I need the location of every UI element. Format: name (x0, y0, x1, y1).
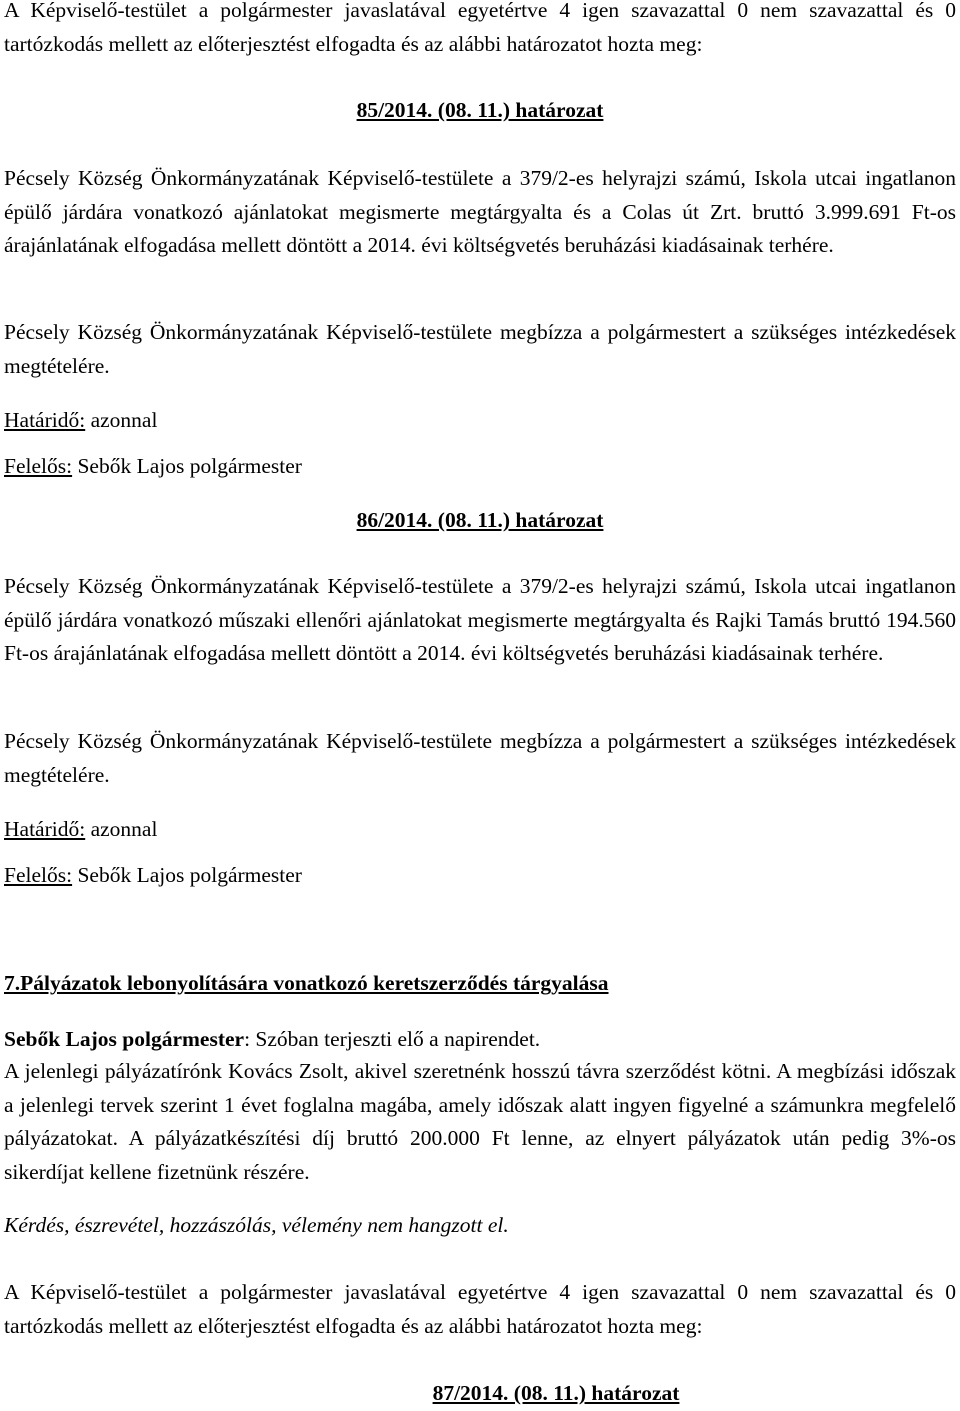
resolution-85-title (4, 94, 956, 128)
section-7-no-comment: Kérdés, észrevétel, hozzászólás, vélemény nem hangzott el. (4, 1213, 509, 1237)
resolution-86-mandate: Pécsely Község Önkormányzatának Képviselő-testülete megbízza a polgármestert a szükséges intézkedések megtételére. (4, 729, 956, 787)
section-7-title (4, 967, 609, 1001)
resolution-85-responsible (4, 450, 302, 484)
vote-intro-2: A Képviselő-testület a polgármester javaslatával egyetértve 4 igen szavazattal 0 nem szavazattal és 0 tartózkodás mellett az előterjesztést elfogadta és az alábbi határozatot hozta meg: (4, 1280, 956, 1338)
responsible-value: Sebők Lajos polgármester (72, 454, 302, 478)
vote-intro-1: A Képviselő-testület a polgármester javaslatával egyetértve 4 igen szavazattal 0 nem szavazattal és 0 tartózkodás mellett az előterjesztést elfogadta és az alábbi határozatot hozta meg: (4, 0, 956, 56)
speaker-name: Sebők Lajos polgármester (4, 1027, 245, 1051)
resolution-86-deadline (4, 813, 157, 847)
resolution-85-body: Pécsely Község Önkormányzatának Képviselő-testülete a 379/2-es helyrajzi számú, Iskola utcai ingatlanon épülő járdára vonatkozó ajánlatokat megismerte megtárgyalta és a Colas út Zrt. bruttó 3.999.691 Ft-os árajánlatának elfogadása mellett döntött a 2014. évi költségvetés beruházási kiadásainak terhére. (4, 166, 956, 257)
responsible-label: Felelős: (4, 863, 73, 887)
resolution-85-title-text: 85/2014. (08. 11.) határozat (356, 98, 604, 122)
responsible-label: Felelős: (4, 454, 73, 478)
resolution-86-title-text: 86/2014. (08. 11.) határozat (356, 508, 604, 532)
resolution-86-title (4, 504, 956, 538)
responsible-value: Sebők Lajos polgármester (72, 863, 302, 887)
speaker-text: : Szóban terjeszti elő a napirendet. (244, 1027, 541, 1051)
deadline-label: Határidő: (4, 817, 86, 841)
resolution-85-deadline (4, 404, 157, 438)
resolution-86-body: Pécsely Község Önkormányzatának Képviselő-testülete a 379/2-es helyrajzi számú, Iskola utcai ingatlanon épülő járdára vonatkozó műszaki ellenőri ajánlatokat megismerte megtárgyalta és Rajki Tamás bruttó 194.560 Ft-os árajánlatának elfogadása mellett döntött a 2014. évi költségvetés beruházási kiadásainak terhére. (4, 574, 956, 665)
section-7-speaker-line (4, 1023, 540, 1057)
resolution-86-responsible (4, 859, 302, 893)
deadline-value: azonnal (85, 817, 158, 841)
section-7-title-text: 7.Pályázatok lebonyolítására vonatkozó keretszerződés tárgyalása (4, 971, 609, 995)
resolution-87-title (80, 1377, 960, 1411)
resolution-85-mandate: Pécsely Község Önkormányzatának Képviselő-testülete megbízza a polgármestert a szükséges intézkedések megtételére. (4, 320, 956, 378)
deadline-label: Határidő: (4, 408, 86, 432)
section-7-body: A jelenlegi pályázatírónk Kovács Zsolt, akivel szeretnénk hosszú távra szerződést kötni. A megbízási időszak a jelenlegi tervek szerint 1 évet foglalna magába, amely időszak alatt ingyen figyelné a számunkra megfelelő pályázatokat. A pályázatkészítési díj bruttó 200.000 Ft lenne, az elnyert pályázatok után pedig 3%-os sikerdíjat kellene fizetnünk részére. (4, 1059, 956, 1184)
resolution-87-title-text: 87/2014. (08. 11.) határozat (432, 1381, 680, 1405)
deadline-value: azonnal (85, 408, 158, 432)
